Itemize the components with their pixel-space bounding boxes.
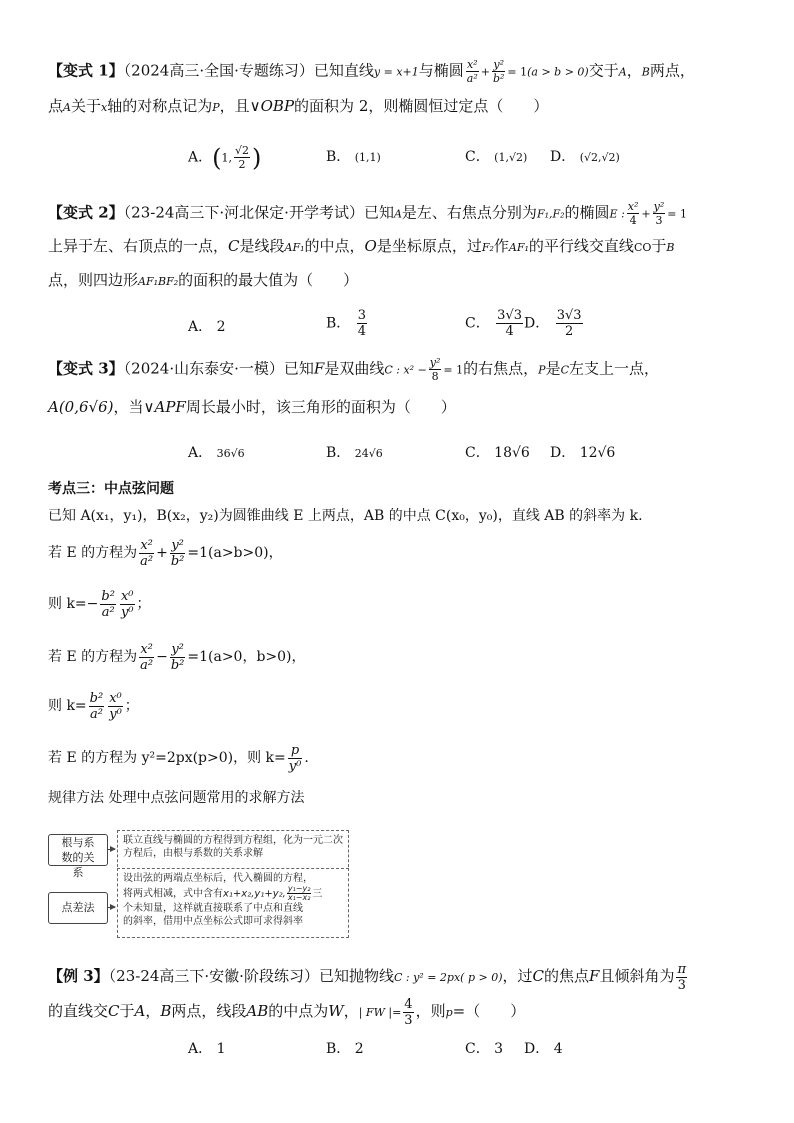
segment-AB: AB: [246, 1002, 269, 1020]
formula: x₁+x₂,y₁+y₂,: [223, 888, 286, 900]
point-A: A: [618, 65, 627, 79]
point-F: F: [313, 359, 325, 378]
desc-line: 设出弦的两端点坐标后，代入椭圆的方程，: [123, 873, 313, 884]
text: 关于: [70, 97, 101, 115]
option-b[interactable]: [326, 442, 383, 462]
text: 作: [493, 237, 509, 255]
text: 的焦点: [544, 967, 590, 985]
ellipse-x-fraction: $\frac{\text{x²}}{\text{a²}}$: [466, 58, 478, 85]
x-axis: x: [100, 101, 108, 114]
frac-num: x²: [140, 537, 153, 553]
point-A: A(0,6√6): [48, 398, 114, 416]
frac-den: a²: [89, 706, 103, 722]
text: 是: [545, 359, 561, 378]
frac-den: b²: [170, 657, 185, 673]
option-letter: B．: [326, 315, 351, 332]
option-num: 3: [357, 308, 367, 323]
frac-den: 3: [677, 977, 686, 993]
text: 上异于左、右顶点的一点，: [48, 237, 229, 255]
option-a[interactable]: [188, 442, 245, 462]
option-letter: A．: [188, 149, 213, 166]
midpoint-intro: 已知 A(x₁，y₁)，B(x₂，y₂)为圆锥曲线 E 上两点，AB 的中点 C(x₀，y₀)，直线 AB 的斜率为 k.: [48, 508, 643, 524]
frac-num: y²: [171, 537, 184, 553]
variant1-tag: 【变式 1】: [48, 61, 124, 80]
text: 的右焦点，: [463, 359, 539, 378]
option-letter: A．: [188, 319, 213, 335]
option-c[interactable]: [465, 146, 527, 166]
option-letter: A．: [188, 1041, 213, 1057]
text: ，: [626, 61, 642, 80]
text: 周长最小时，该三角形的面积为（ ）: [185, 398, 456, 416]
text: 已知: [363, 203, 394, 222]
variant1-line2: [48, 96, 748, 118]
text: ；: [136, 596, 151, 612]
text: 于: [119, 1002, 135, 1020]
ellipse-slope: [48, 584, 748, 624]
text: 则 k=: [48, 698, 87, 714]
option-letter: C．: [465, 445, 490, 461]
option-letter: B．: [326, 149, 351, 165]
variant2-source: （23-24高三下·河北保定·开学考试）: [123, 203, 364, 222]
text: 与椭圆: [418, 61, 464, 80]
option-letter: C．: [465, 1041, 490, 1057]
option-b[interactable]: [326, 1038, 364, 1058]
frac-num: x⁰: [109, 690, 122, 706]
variant3-line1: [48, 356, 748, 383]
text: 已知抛物线: [318, 967, 394, 985]
option-value: 24√6: [354, 447, 383, 460]
option-value: (1,√2): [494, 151, 528, 164]
variant2-tag: 【变式 2】: [48, 203, 124, 222]
text: 是左、右焦点分别为: [401, 203, 537, 222]
point-F: F: [589, 967, 600, 985]
option-num: 3√3: [556, 308, 582, 323]
option-letter: D．: [550, 445, 576, 461]
text: 的平行线交直线: [528, 237, 634, 255]
frac-num: b²: [101, 588, 115, 604]
option-value: 4: [553, 1041, 563, 1057]
option-den: 2: [238, 158, 246, 171]
frac-den: 3: [404, 1012, 413, 1028]
frac-den: y⁰: [288, 758, 302, 774]
frac-den: 4: [629, 214, 637, 227]
frac-num: y²: [429, 356, 441, 369]
ellipse-y-fraction: $\frac{\text{y²}}{\text{b²}}$: [492, 58, 505, 85]
point-W: W: [328, 1002, 344, 1020]
hyperbola-equation: C : x² −: [384, 363, 427, 377]
option-letter: A．: [188, 445, 213, 461]
option-num: √2: [235, 144, 250, 157]
text: ，: [145, 1002, 161, 1020]
text: 是线段: [239, 237, 285, 255]
ellipse-condition: (a > b > 0): [527, 65, 589, 79]
option-letter: B．: [326, 1041, 351, 1057]
text: 的直线交: [48, 1002, 109, 1020]
text: ；: [124, 698, 139, 714]
equals: = 1: [443, 363, 464, 377]
text: 点，则四边形: [48, 271, 139, 289]
option-value: 36√6: [216, 447, 245, 460]
method-desc-vieta: 联立直线与椭圆的方程得到方程组，化为一元二次方程后，由根与系数的关系求解: [117, 830, 349, 872]
text: 且倾斜角为: [599, 967, 675, 985]
option-den: 4: [357, 324, 367, 339]
point-P: P: [538, 363, 546, 377]
frac-num: x²: [627, 200, 639, 213]
text: 点: [48, 97, 64, 115]
triangle-OBP: ∨OBP: [249, 97, 295, 115]
text: 将两式相减，式中含有: [123, 888, 223, 900]
text: 是双曲线: [324, 359, 385, 378]
foci: F₁,F₂: [536, 207, 565, 221]
option-d[interactable]: [524, 1038, 563, 1058]
desc-line: 的斜率，借用中点坐标公式即可求得斜率: [123, 916, 303, 927]
option-letter: D．: [550, 149, 576, 165]
option-letter: C．: [465, 149, 490, 165]
example3-source: （23-24高三下·安徽·阶段练习）: [108, 967, 319, 985]
line-CO: CO: [633, 241, 652, 254]
frac-den: a²: [101, 604, 115, 620]
option-den: 2: [564, 324, 574, 339]
option-d[interactable]: [524, 308, 585, 339]
frac-den: b²: [170, 553, 185, 569]
option-a[interactable]: A．(1, $\frac{√2}{2}$ ): [188, 143, 262, 172]
arrow-icon: [107, 849, 115, 850]
point-O: O: [364, 237, 377, 255]
option-value: 3: [494, 1041, 504, 1057]
option-letter: B．: [326, 445, 351, 461]
text: 三: [312, 888, 323, 900]
frac-den: 3: [655, 214, 663, 227]
triangle-APF: ∨APF: [143, 398, 186, 416]
text: 是坐标原点，过: [376, 237, 482, 255]
frac-num: y²: [653, 200, 665, 213]
text: 两点，线段: [171, 1002, 247, 1020]
desc-line: [123, 885, 343, 902]
option-b[interactable]: [326, 146, 381, 166]
variant2-line3: [48, 270, 748, 292]
text: 左支上一点，: [569, 359, 660, 378]
option-c[interactable]: [465, 442, 530, 462]
point-A: A: [393, 207, 402, 221]
text: ，则: [415, 1002, 446, 1020]
option-den: 4: [505, 324, 514, 339]
frac-den: a²: [140, 657, 154, 673]
curve-C: C: [560, 363, 569, 377]
point-B: B: [666, 241, 675, 254]
text: 若 E 的方程为 y²=2px(p>0)，则 k=: [48, 750, 286, 766]
variant3-source: （2024·山东泰安·一模）: [123, 359, 284, 378]
option-c[interactable]: [465, 308, 525, 339]
text: 两点，: [649, 61, 695, 80]
curve-C: C: [108, 1002, 120, 1020]
label-text: 根与系数的关系: [61, 836, 95, 879]
rule-method: 规律方法 处理中点弦问题常用的求解方法: [48, 790, 305, 806]
text: ，: [343, 1002, 359, 1020]
text: 的中点，: [304, 237, 365, 255]
example3-tag: 【例 3】: [48, 967, 109, 985]
option-value: (√2,√2): [579, 151, 620, 164]
frac-num: b²: [89, 690, 104, 706]
text: 轴的对称点记为: [107, 97, 213, 115]
text: 于: [651, 237, 667, 255]
ellipse-E: E :: [609, 207, 625, 221]
text: 的面积为 2，则椭圆恒过定点（ ）: [294, 97, 549, 115]
option-value: 1: [216, 1041, 226, 1057]
point-P: P: [212, 101, 220, 114]
equals: = 1: [667, 207, 687, 221]
text: 若 E 的方程为: [48, 545, 138, 561]
option-d[interactable]: [550, 146, 620, 166]
frac-den: a²: [140, 553, 154, 569]
frac-den: y⁰: [109, 706, 122, 722]
frac-num: x⁰: [120, 588, 134, 604]
parabola-case: [48, 738, 748, 778]
option-letter: C．: [465, 315, 490, 332]
frac-den: y⁰: [120, 604, 134, 620]
variant3-line2: [48, 397, 748, 417]
option-value: 12√6: [579, 445, 616, 461]
curve-C: C: [532, 967, 544, 985]
text: 交于: [588, 61, 619, 80]
plus: +: [156, 545, 168, 561]
point-A: A: [63, 101, 71, 114]
text: 的中点为: [268, 1002, 329, 1020]
point-F2: F₂: [481, 241, 494, 254]
option-letter: D．: [524, 315, 550, 332]
ellipse-case: [48, 536, 748, 570]
frac-den: 8: [431, 370, 439, 383]
point-A: A: [134, 1002, 146, 1020]
section-heading: 考点三：中点弦问题: [48, 481, 174, 497]
text: =1(a>0，b>0)，: [187, 649, 306, 665]
variant1-source: （2024高三·全国·专题练习）: [123, 61, 314, 80]
plus: +: [641, 207, 651, 221]
hyperbola-slope: [48, 686, 748, 726]
option-a[interactable]: [188, 1038, 226, 1058]
option-b[interactable]: [326, 308, 369, 339]
variant1-line1: 【变式 1】（2024高三·全国·专题练习）已知直线y = x+1与椭圆 $\frac{\text{x²}}{\text{a²}}$ + $\frac{\text{y²}}{\text{b²}}$ = 1(a > b > 0)交于A，B两点，: [48, 58, 695, 85]
frac-num: π: [677, 961, 686, 977]
frac-num: x²: [140, 641, 153, 657]
text: 的椭圆: [564, 203, 610, 222]
text: 已知直线: [313, 61, 374, 80]
option-c[interactable]: [465, 1038, 503, 1058]
hyperbola-case: [48, 640, 748, 674]
minus: −: [156, 649, 168, 665]
option-value: 18√6: [494, 445, 530, 461]
segment: AF₁: [508, 241, 529, 254]
frac-den: x₁−x₂: [287, 893, 311, 902]
text: ，过: [502, 967, 533, 985]
parabola-equation: C : y² = 2px( p > 0): [393, 971, 503, 984]
method-label-vieta: [48, 834, 108, 879]
option-value: 1,: [221, 151, 232, 165]
option-num: 3√3: [497, 308, 522, 323]
distance-FW: | FW |=: [358, 1006, 402, 1019]
frac-num: 4: [404, 996, 413, 1012]
variant2-line2: [48, 236, 748, 258]
frac-num: y₁−y₂: [287, 884, 311, 893]
text: =1(a>b>0)，: [187, 545, 283, 561]
variable-p: p: [445, 1006, 453, 1019]
text: ，且: [219, 97, 250, 115]
point-B: B: [641, 65, 650, 79]
method-desc-point-difference: [117, 868, 349, 938]
example3-line2: [48, 996, 748, 1026]
desc-line: 个未知量，这样就直接联系了中点和直线: [123, 903, 303, 914]
text: 则 k=−: [48, 596, 99, 612]
text: ，当: [113, 398, 144, 416]
text: 已知: [283, 359, 314, 378]
option-value: 2: [354, 1041, 364, 1057]
quadrilateral: AF₁BF₂: [138, 275, 179, 288]
text: 的面积的最大值为（ ）: [178, 271, 359, 289]
variant3-tag: 【变式 3】: [48, 359, 124, 378]
option-a[interactable]: [188, 316, 226, 336]
text: =（ ）: [452, 1002, 526, 1020]
method-label-point-difference: 点差法: [48, 892, 108, 924]
arrow-icon: [107, 907, 115, 908]
text: .: [304, 750, 309, 766]
option-value: 2: [216, 319, 226, 335]
frac-num: y²: [171, 641, 184, 657]
segment: AF₁: [284, 241, 305, 254]
text: 若 E 的方程为: [48, 649, 138, 665]
point-B: B: [160, 1002, 172, 1020]
example3-line1: [48, 960, 748, 992]
option-value: (1,1): [354, 151, 381, 164]
variant2-line1: [48, 200, 748, 227]
option-letter: D．: [524, 1041, 550, 1057]
frac-num: p: [288, 743, 303, 759]
option-d[interactable]: [550, 442, 615, 462]
point-C: C: [228, 237, 240, 255]
line-equation: y = x+1: [373, 65, 419, 79]
